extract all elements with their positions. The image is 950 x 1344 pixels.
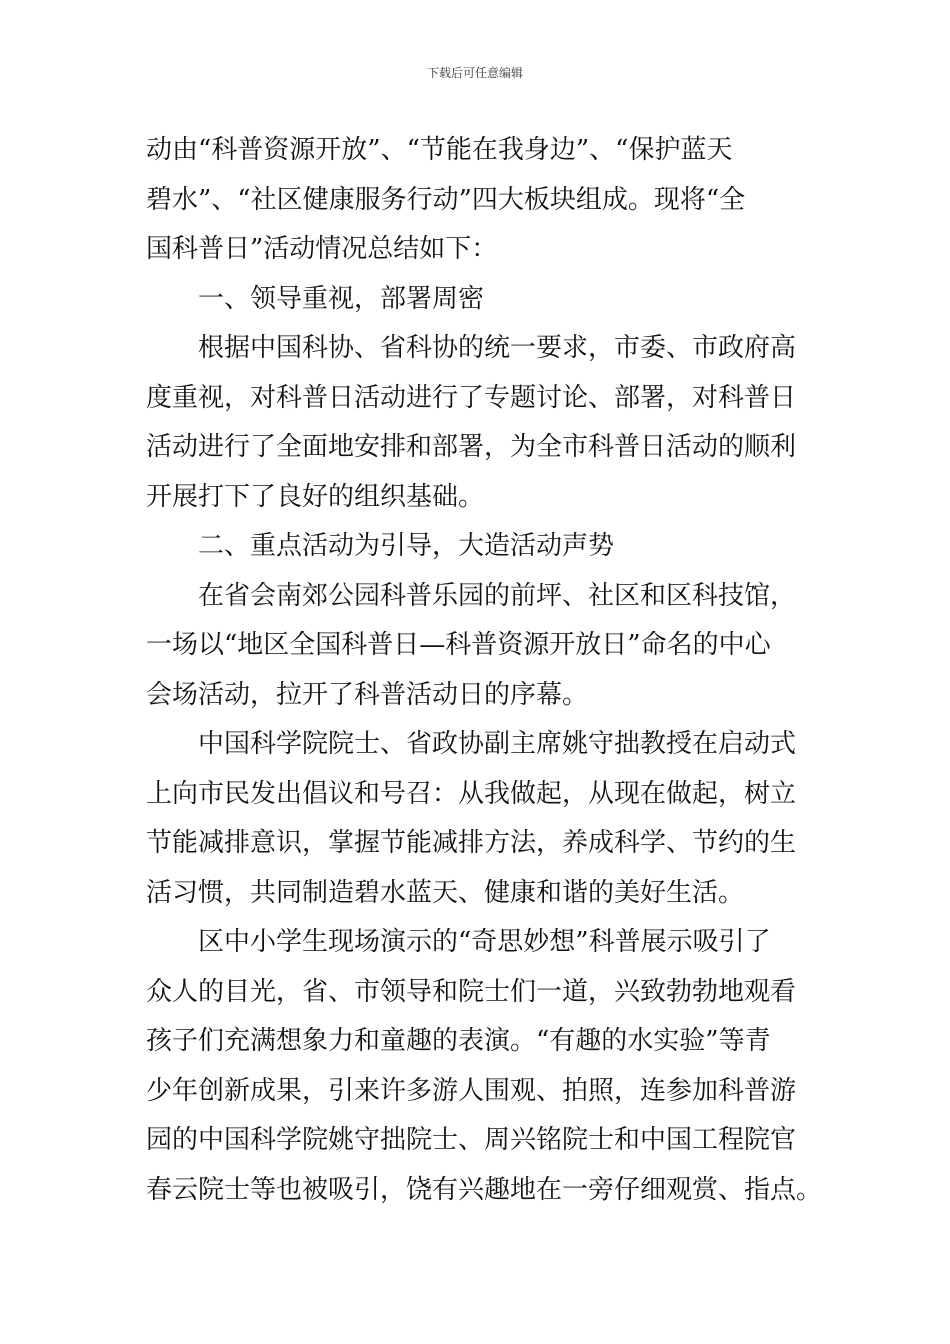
text-line: 孩子们充满想象力和童趣的表演。“有趣的水实验”等青 [146,1026,771,1056]
text-line: 春云院士等也被吸引，饶有兴趣地在一旁仔细观赏、指点。 [146,1174,823,1205]
text-line: 园的中国科学院姚守拙院士、周兴铭院士和中国工程院官 [146,1125,797,1155]
text-line: 一场以“地区全国科普日—科普资源开放日”命名的中心 [146,630,771,660]
text-line: 二、重点活动为引导，大造活动声势 [198,531,615,561]
text-line: 开展打下了良好的组织基础。 [146,481,485,512]
text-line: 中国科学院院士、省政协副主席姚守拙教授在启动式 [198,729,797,759]
page-header-note: 下载后可任意编辑 [426,66,523,80]
text-line: 国科普日”活动情况总结如下： [146,234,498,264]
text-line: 动由“科普资源开放”、“节能在我身边”、“保护蓝天 [146,135,733,165]
text-line: 众人的目光，省、市领导和院士们一道，兴致勃勃地观看 [146,976,797,1007]
text-line: 节能减排意识，掌握节能减排方法，养成科学、节约的生 [146,828,797,858]
text-line: 区中小学生现场演示的“奇思妙想”科普展示吸引了 [198,927,771,957]
text-line: 在省会南郊公园科普乐园的前坪、社区和区科技馆， [198,580,797,611]
text-line: 会场活动，拉开了科普活动日的序幕。 [146,679,589,710]
text-line: 活习惯，共同制造碧水蓝天、健康和谐的美好生活。 [146,877,745,908]
text-line: 碧水”、“社区健康服务行动”四大板块组成。现将“全 [146,184,746,215]
text-line: 根据中国科协、省科协的统一要求，市委、市政府高 [198,333,797,363]
text-line: 度重视，对科普日活动进行了专题讨论、部署，对科普日 [146,382,797,413]
text-line: 活动进行了全面地安排和部署，为全市科普日活动的顺利 [146,432,797,462]
body-text [146,126,823,1215]
text-line: 上向市民发出倡议和号召：从我做起，从现在做起，树立 [146,778,797,809]
text-line: 少年创新成果，引来许多游人围观、拍照，连参加科普游 [146,1075,797,1106]
text-line: 一、领导重视，部署周密 [198,283,485,314]
